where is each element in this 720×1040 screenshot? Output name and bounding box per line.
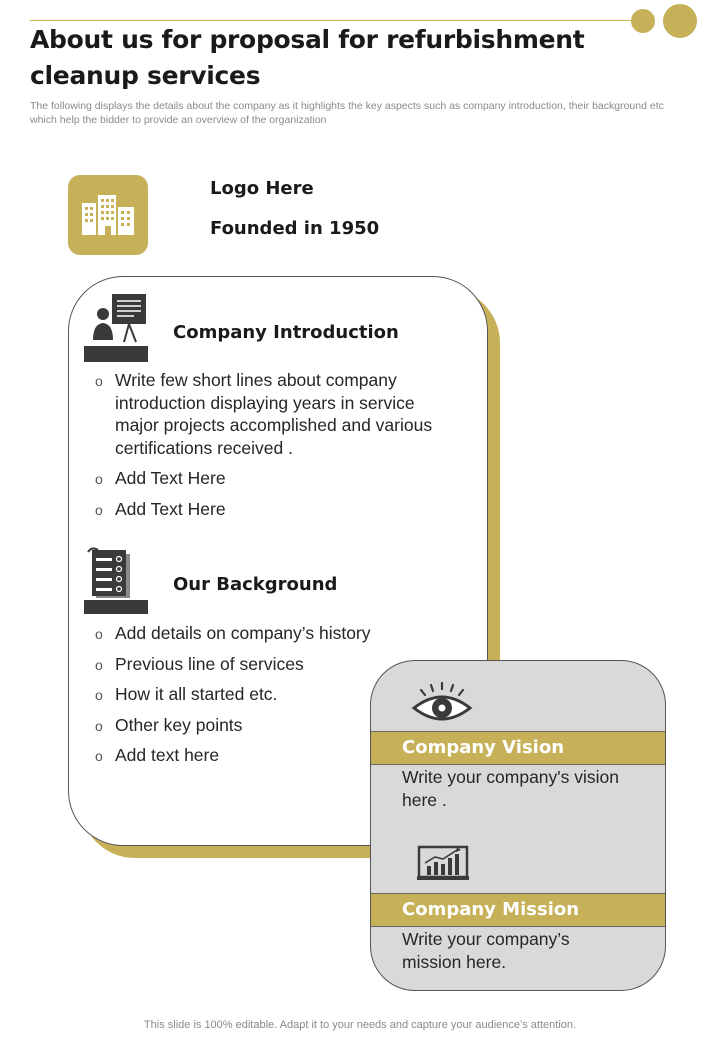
- list-item: o Other key points: [95, 714, 435, 737]
- decorative-dot-large: [663, 4, 697, 38]
- list-item: o Add text here: [95, 744, 435, 767]
- logo-label: Logo Here: [210, 178, 314, 199]
- header-rule: [30, 20, 650, 21]
- checklist-icon: [84, 546, 150, 616]
- presenter-icon: [84, 292, 150, 364]
- list-item: o Add details on company’s history: [95, 622, 435, 645]
- footer-note: This slide is 100% editable. Adapt it to your needs and capture your audience’s attention.: [143, 1019, 577, 1031]
- list-item: o How it all started etc.: [95, 683, 435, 706]
- vision-title: Company Vision: [371, 731, 665, 765]
- mission-text: Write your company’s mission here.: [402, 929, 570, 972]
- list-item: o Previous line of services: [95, 653, 435, 676]
- list-item: o Write few short lines about company introduction displaying years in service major projects accomplished and various certifications received .: [95, 369, 435, 459]
- growth-chart-icon: [417, 845, 469, 881]
- intro-title: Company Introduction: [173, 322, 399, 343]
- eye-icon: [411, 681, 473, 725]
- logo-placeholder[interactable]: [68, 175, 148, 255]
- page-title: About us for proposal for refurbishment cleanup services: [30, 25, 585, 90]
- list-item: o Add Text Here: [95, 467, 435, 490]
- intro-list: [95, 369, 435, 520]
- vision-mission-card: [370, 660, 666, 991]
- decorative-dot-small: [631, 9, 655, 33]
- mission-title: Company Mission: [371, 893, 665, 927]
- founded-label: Founded in 1950: [210, 218, 380, 239]
- background-title: Our Background: [173, 574, 338, 595]
- building-icon: [80, 193, 136, 237]
- list-item: o Add Text Here: [95, 498, 435, 521]
- vision-text: Write your company's vision here .: [402, 767, 619, 810]
- page-subtitle: The following displays the details about the company as it highlights the key aspects such as company introduction, their background etc which help the bidder to provide an overview of the organization: [30, 100, 664, 126]
